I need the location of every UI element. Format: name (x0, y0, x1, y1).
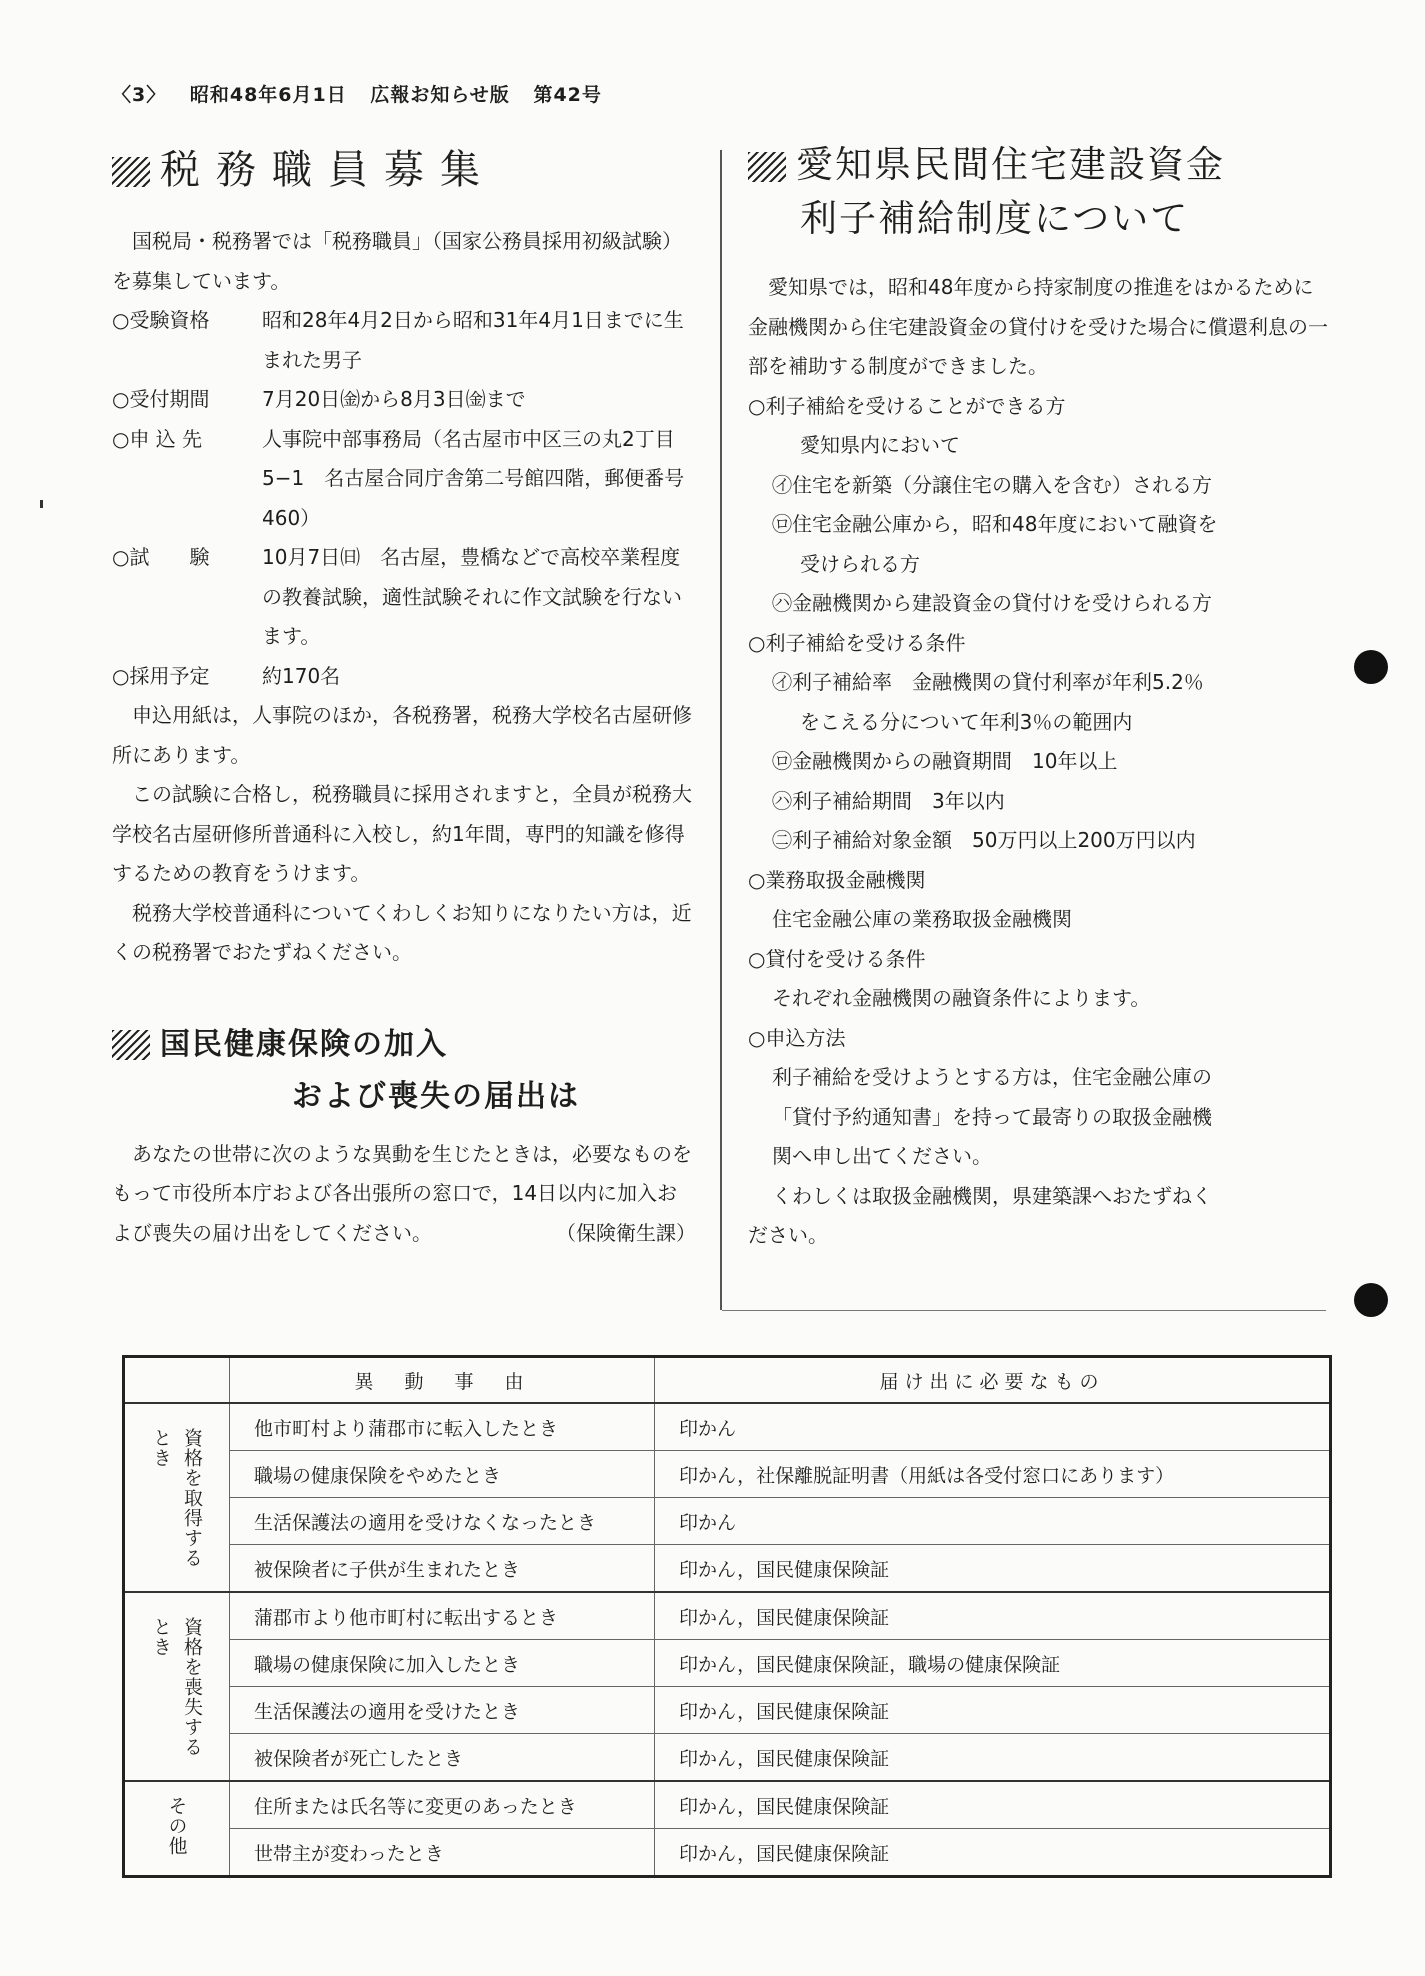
tax-paragraph: 申込用紙は，人事院のほか，各税務署，税務大学校名古屋研修所にあります。 (112, 703, 692, 767)
category-suffix: とき (150, 1616, 172, 1657)
hatch-icon (112, 157, 150, 187)
table-reason-cell: 生活保護法の適用を受けなくなったとき (230, 1498, 655, 1545)
kokuho-notification-table (122, 1355, 1332, 1878)
tax-requirement-key: ○申 込 先 (112, 426, 203, 451)
table-category-cell (124, 1781, 230, 1877)
table-reason-cell: 職場の健康保険をやめたとき (230, 1451, 655, 1498)
tax-requirement-value: 人事院中部事務局（名古屋市中区三の丸2丁目5−1 名古屋合同庁舎第二号館四階，郵便番号460） (262, 426, 685, 530)
table-header-reason: 異 動 事 由 (230, 1357, 655, 1404)
kokuho-article-title: 国民健康保険の加入 および喪失の届出は (112, 1019, 696, 1123)
table-reason-cell: 他市町村より蒲郡市に転入したとき (230, 1403, 655, 1451)
table-row (124, 1545, 1331, 1593)
aichi-line: ㋺住宅金融公庫から，昭和48年度において融資を (772, 512, 1218, 536)
tax-requirements-list (112, 301, 696, 696)
category-label: その他 (165, 1796, 188, 1856)
table-needed-cell: 印かん，国民健康保険証 (655, 1592, 1331, 1640)
category-suffix: とき (150, 1427, 172, 1468)
table-needed-cell: 印かん，国民健康保険証，職場の健康保険証 (655, 1640, 1331, 1687)
table-category-cell (124, 1403, 230, 1592)
aichi-line: 利子補給を受けようとする方は，住宅金融公庫の (772, 1065, 1212, 1089)
table-reason-cell: 被保険者が死亡したとき (230, 1734, 655, 1782)
tax-requirement-key: ○採用予定 (112, 663, 210, 688)
table-row (124, 1687, 1331, 1734)
table-row (124, 1829, 1331, 1877)
table-row (124, 1498, 1331, 1545)
table-category-cell (124, 1592, 230, 1781)
tax-paragraphs (112, 696, 696, 973)
tax-requirement-key: ○受付期間 (112, 387, 210, 411)
table-row (124, 1734, 1331, 1782)
kokuho-department: （保険衛生課） (556, 1220, 696, 1245)
left-column (112, 138, 696, 1253)
aichi-line: をこえる分について年利3％の範囲内 (800, 709, 1133, 734)
table-header-needed: 届け出に必要なもの (655, 1357, 1331, 1404)
table-row (124, 1640, 1331, 1687)
aichi-line: くわしくは取扱金融機関，県建築課へおたずねく (772, 1183, 1212, 1208)
table-row (124, 1403, 1331, 1451)
table-needed-cell: 印かん，国民健康保険証 (655, 1781, 1331, 1829)
table-needed-cell: 印かん (655, 1498, 1331, 1545)
binding-hole-bottom (1354, 1283, 1388, 1317)
binding-hole-top (1354, 650, 1388, 684)
tax-requirement-value: 7月20日㈮から8月3日㈮まで (262, 387, 526, 411)
aichi-line: ○利子補給を受ける条件 (748, 630, 966, 655)
aichi-line: ㋩利子補給期間 3年以内 (772, 788, 1005, 813)
tax-paragraph: 税務大学校普通科についてくわしくお知りになりたい方は，近くの税務署でおたずねください。 (112, 900, 692, 964)
page-header (112, 80, 618, 107)
hatch-icon (112, 1030, 150, 1060)
table-reason-cell: 住所または氏名等に変更のあったとき (230, 1781, 655, 1829)
tax-requirement-value: 約170名 (262, 663, 341, 688)
aichi-line: ○利子補給を受けることができる方 (748, 393, 1066, 418)
aichi-line: 受けられる方 (800, 551, 920, 576)
tax-requirement-key: ○試 験 (112, 545, 210, 569)
table-reason-cell: 世帯主が変わったとき (230, 1829, 655, 1877)
table-reason-cell: 蒲郡市より他市町村に転出するとき (230, 1592, 655, 1640)
kokuho-body: あなたの世帯に次のような異動を生じたときは，必要なものをもって市役所本庁および各出張所の窓口で，14日以内に加入および喪失の届け出をしてください。 (112, 1141, 692, 1245)
tax-intro: 国税局・税務署では「税務職員」（国家公務員採用初級試験）を募集しています。 (112, 229, 682, 293)
hatch-icon (748, 152, 786, 182)
aichi-line: ㊁利子補給対象金額 50万円以上200万円以内 (772, 828, 1196, 852)
table-needed-cell: 印かん，国民健康保険証 (655, 1687, 1331, 1734)
issue-number: 第42号 (533, 84, 602, 106)
tax-requirement-item (112, 380, 696, 420)
aichi-line: ㋑住宅を新築（分譲住宅の購入を含む）される方 (772, 472, 1212, 497)
aichi-line: それぞれ金融機関の融資条件によります。 (772, 986, 1151, 1010)
aichi-line: ㋺金融機関からの融資期間 10年以上 (772, 749, 1118, 773)
column-divider (720, 150, 722, 1310)
aichi-line: ㋩金融機関から建設資金の貸付けを受けられる方 (772, 591, 1212, 615)
tax-requirement-item (112, 420, 696, 539)
tax-requirement-item (112, 538, 696, 657)
aichi-line: ○申込方法 (748, 1025, 846, 1050)
table-needed-cell: 印かん，国民健康保険証 (655, 1734, 1331, 1782)
aichi-line: 「貸付予約通知書」を持って最寄りの取扱金融機 (772, 1104, 1212, 1129)
category-label: 資格を取得する (181, 1427, 203, 1568)
tax-article-title: 税務職員募集 (112, 138, 696, 202)
tax-requirement-item (112, 301, 696, 380)
table-needed-cell: 印かん，社保離脱証明書（用紙は各受付窓口にあります） (655, 1451, 1331, 1498)
aichi-details (748, 387, 1328, 1256)
table-needed-cell: 印かん，国民健康保険証 (655, 1829, 1331, 1877)
aichi-line: ださい。 (748, 1223, 828, 1247)
tax-paragraph: この試験に合格し，税務職員に採用されますと，全員が税務大学校名古屋研修所普通科に入校し，約1年間，専門的知識を修得するための教育をうけます。 (112, 782, 692, 885)
table-row (124, 1451, 1331, 1498)
aichi-article-title: 愛知県民間住宅建設資金 利子補給制度について (748, 138, 1328, 246)
edition-name: 広報お知らせ版 (370, 84, 510, 106)
aichi-line: ○業務取扱金融機関 (748, 867, 926, 892)
tax-requirement-value: 昭和28年4月2日から昭和31年4月1日までに生まれた男子 (262, 308, 684, 372)
tax-requirement-key: ○受験資格 (112, 308, 210, 332)
table-reason-cell: 被保険者に子供が生まれたとき (230, 1545, 655, 1593)
tax-requirement-value: 10月7日㈰ 名古屋，豊橋などで高校卒業程度の教養試験，適性試験それに作文試験を行ないます。 (262, 545, 682, 648)
right-section-bottom-rule (722, 1310, 1326, 1311)
table-needed-cell: 印かん (655, 1403, 1331, 1451)
page-number: 〈3〉 (112, 84, 167, 106)
tax-requirement-item (112, 657, 696, 697)
stray-mark (40, 500, 43, 508)
aichi-line: 関へ申し出てください。 (772, 1144, 992, 1168)
right-column (748, 138, 1328, 1256)
aichi-line: 住宅金融公庫の業務取扱金融機関 (772, 907, 1072, 931)
table-row (124, 1781, 1331, 1829)
aichi-intro: 愛知県では，昭和48年度から持家制度の推進をはかるために金融機関から住宅建設資金の貸付けを受けた場合に償還利息の一部を補助する制度ができました。 (748, 275, 1328, 378)
table-needed-cell: 印かん，国民健康保険証 (655, 1545, 1331, 1593)
aichi-line: ○貸付を受ける条件 (748, 946, 926, 971)
table-header-row (124, 1357, 1331, 1404)
issue-date: 昭和48年6月1日 (189, 84, 347, 106)
table-reason-cell: 職場の健康保険に加入したとき (230, 1640, 655, 1687)
table-row (124, 1592, 1331, 1640)
category-label: 資格を喪失する (181, 1616, 203, 1757)
table-reason-cell: 生活保護法の適用を受けたとき (230, 1687, 655, 1734)
table-header-category (124, 1357, 230, 1404)
aichi-line: ㋑利子補給率 金融機関の貸付利率が年利5.2％ (772, 670, 1204, 694)
aichi-line: 愛知県内において (800, 433, 960, 457)
